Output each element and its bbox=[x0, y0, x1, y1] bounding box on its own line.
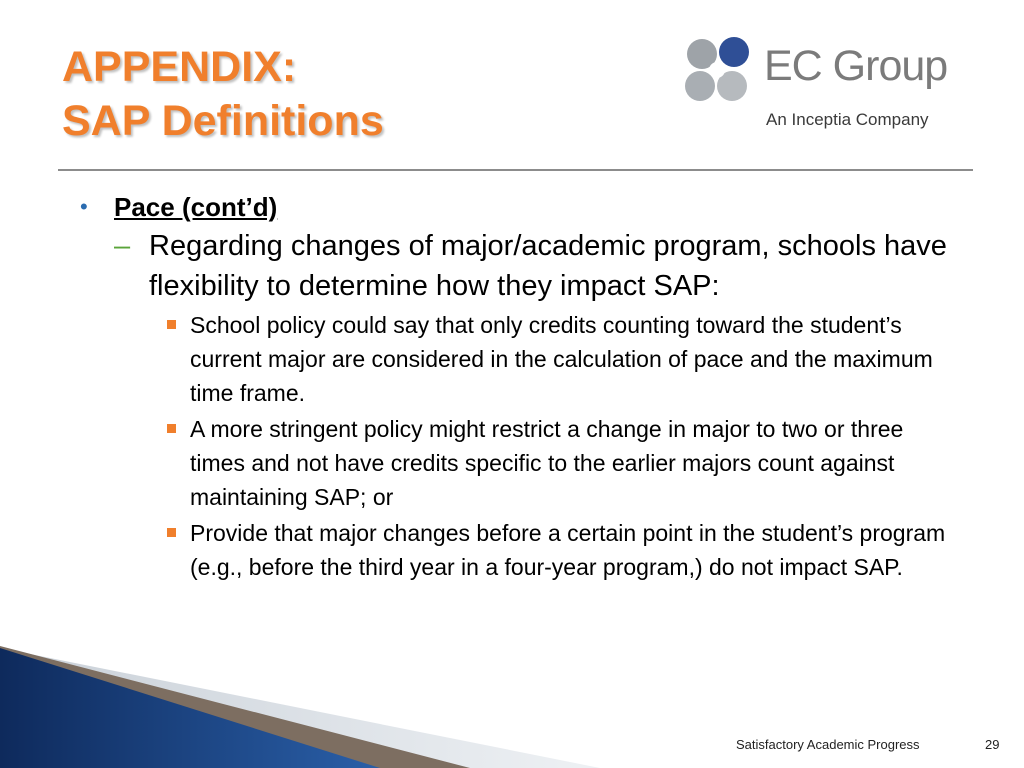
slide-title bbox=[62, 40, 384, 148]
square-bullet-icon bbox=[167, 320, 176, 329]
slide-body bbox=[70, 188, 960, 584]
square-bullet-icon bbox=[167, 528, 176, 537]
bullet-level1 bbox=[70, 188, 960, 226]
slide-title-line2: SAP Definitions bbox=[62, 97, 384, 145]
subpoint-text: Regarding changes of major/academic program, schools have flexibility to determine how they impact SAP: bbox=[149, 230, 947, 302]
square-bullet-icon bbox=[167, 424, 176, 433]
section-heading: Pace (cont’d) bbox=[114, 192, 278, 222]
list-item bbox=[70, 516, 960, 584]
list-item bbox=[70, 308, 960, 410]
logo-name: EC Group bbox=[764, 42, 948, 90]
list-item-text: School policy could say that only credits counting toward the student’s current major are considered in the calculation of pace and the maximum time frame. bbox=[190, 312, 933, 406]
page-number: 29 bbox=[985, 737, 1000, 752]
bullet-dot-icon: • bbox=[80, 194, 88, 219]
title-divider bbox=[58, 169, 973, 171]
list-item-text: Provide that major changes before a certain point in the student’s program (e.g., before the third year in a four-year program,) do not impact SAP. bbox=[190, 520, 946, 580]
logo-mark-icon bbox=[680, 34, 760, 114]
dash-bullet-icon: – bbox=[114, 230, 131, 262]
bullet-level2 bbox=[70, 226, 960, 306]
ec-group-logo bbox=[680, 30, 970, 140]
footer-label: Satisfactory Academic Progress bbox=[736, 737, 920, 752]
slide-title-line1: APPENDIX: bbox=[62, 43, 297, 91]
list-item-text: A more stringent policy might restrict a change in major to two or three times and not have credits specific to the earlier majors count against maintaining SAP; or bbox=[190, 416, 904, 510]
list-item bbox=[70, 412, 960, 514]
logo-tagline: An Inceptia Company bbox=[766, 110, 929, 129]
